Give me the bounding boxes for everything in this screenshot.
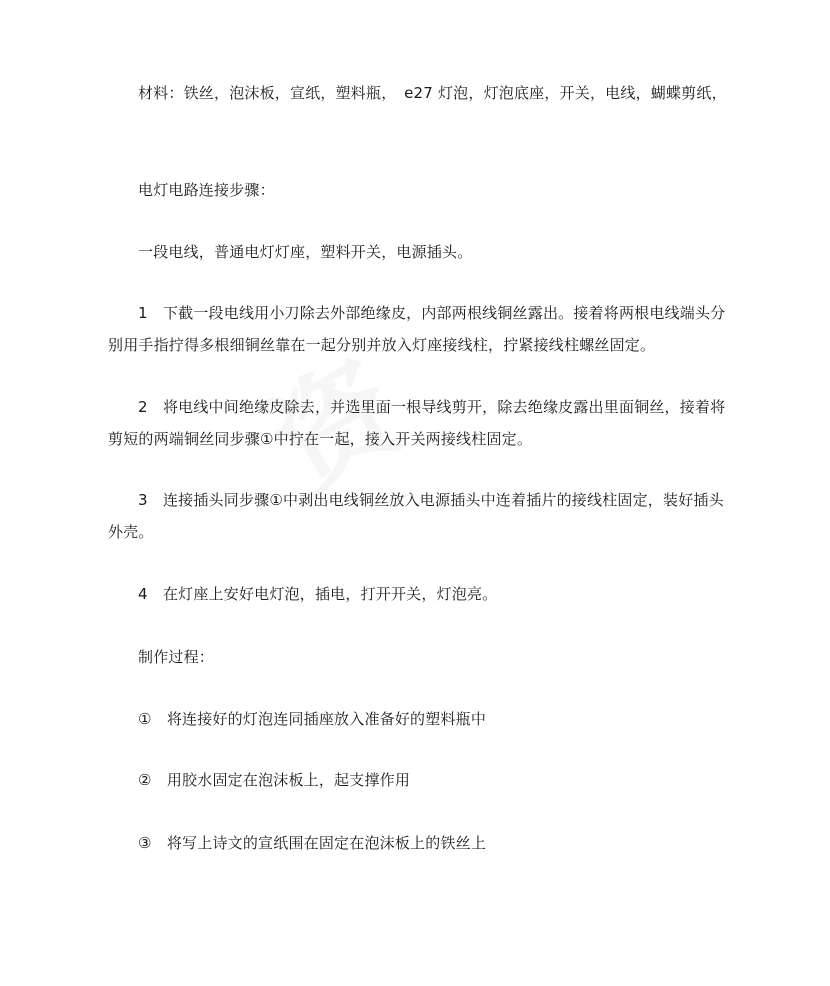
process-item-3: ③ 将写上诗文的宣纸围在固定在泡沫板上的铁丝上 xyxy=(138,834,487,852)
process-item-1: ① 将连接好的灯泡连同插座放入准备好的塑料瓶中 xyxy=(138,710,487,728)
materials-paragraph: 材料：铁丝，泡沫板，宣纸，塑料瓶， e27 灯泡，灯泡底座，开关，电线，蝴蝶剪纸， xyxy=(138,84,727,102)
step-2-paragraph: 2 将电线中间绝缘皮除去，并选里面一根导线剪开，除去绝缘皮露出里面铜丝，接着将剪短的两端铜丝同步骤①中拧在一起，接入开关两接线柱固定。 xyxy=(108,398,726,448)
step-3-paragraph: 3 连接插头同步骤①中剥出电线铜丝放入电源插头中连着插片的接线柱固定，装好插头外壳。 xyxy=(108,491,724,541)
circuit-components-paragraph: 一段电线，普通电灯灯座，塑料开关，电源插头。 xyxy=(138,243,473,261)
process-item-2: ② 用胶水固定在泡沫板上，起支撑作用 xyxy=(138,771,411,789)
step-1-paragraph: 1 下截一段电线用小刀除去外部绝缘皮，内部两根线铜丝露出。接着将两根电线端头分别用手指拧得多根细铜丝靠在一起分别并放入灯座接线柱，拧紧接线柱螺丝固定。 xyxy=(108,304,726,354)
process-heading: 制作过程： xyxy=(138,648,215,666)
circuit-steps-heading: 电灯电路连接步骤： xyxy=(138,181,275,199)
step-4-paragraph: 4 在灯座上安好电灯泡，插电，打开开关，灯泡亮。 xyxy=(138,585,498,603)
